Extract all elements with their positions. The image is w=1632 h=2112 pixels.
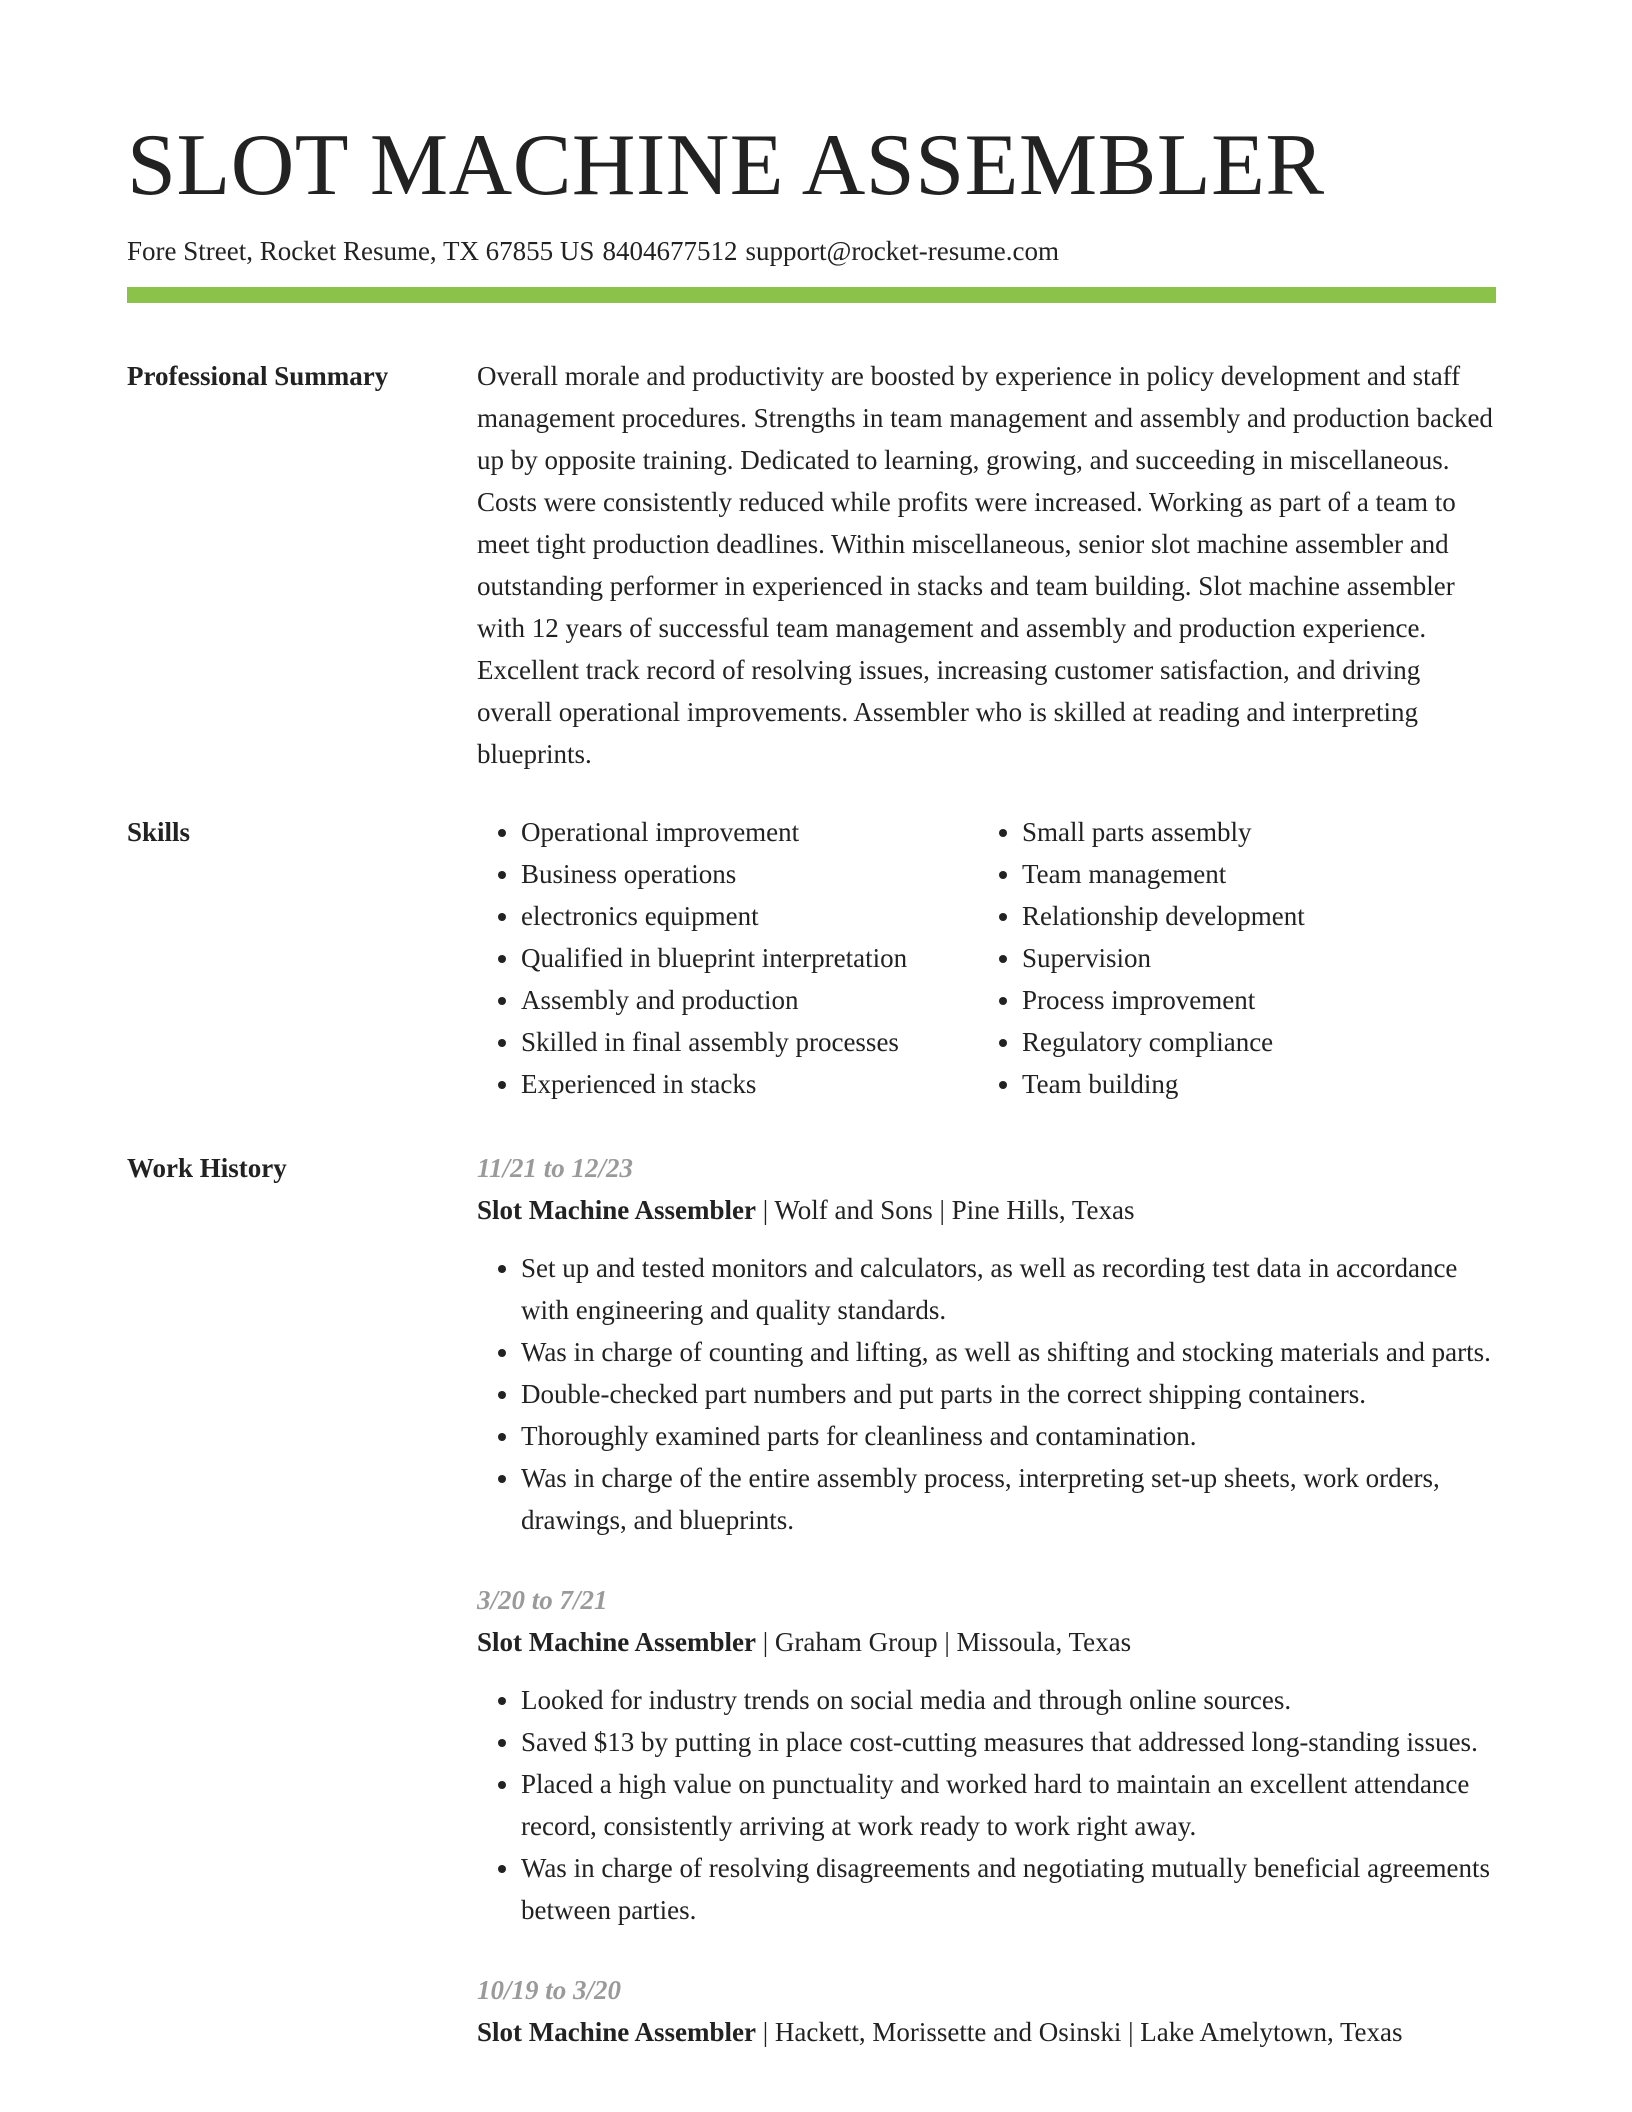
summary-section: [127, 355, 1496, 775]
summary-body: [477, 355, 1496, 775]
job-dates: 3/20 to 7/21: [477, 1585, 608, 1616]
job-entry: [477, 1969, 1496, 2053]
job-bullet: • Placed a high value on punctuality and worked hard to maintain an excellent attendance record, consistently arriving at work ready to work right away.: [521, 1763, 1496, 1847]
job-role: Slot Machine Assembler: [477, 1195, 756, 1226]
skills-section: [127, 811, 1496, 1105]
skills-list-right: [978, 811, 1305, 1105]
skill-item: • Team management: [1022, 853, 1305, 895]
skill-item: • Regulatory compliance: [1022, 1021, 1305, 1063]
skill-item: • Supervision: [1022, 937, 1305, 979]
skill-item: • Operational improvement: [521, 811, 978, 853]
job-entry: [477, 1579, 1496, 1931]
job-bullets: [477, 1247, 1496, 1541]
job-role: Slot Machine Assembler: [477, 2017, 756, 2048]
skill-item: • Business operations: [521, 853, 978, 895]
job-bullet: • Was in charge of the entire assembly process, interpreting set-up sheets, work orders, drawings, and blueprints.: [521, 1457, 1496, 1541]
summary-text: Overall morale and productivity are boosted by experience in policy development and staff management procedures. Strengths in team management and assembly and production backed up by opposite training. Dedicated to learning, growing, and succeeding in miscellaneous. Costs were consistently reduced while profits were increased. Working as part of a team to meet tight production deadlines. Within miscellaneous, senior slot machine assembler and outstanding performer in experienced in stacks and team building. Slot machine assembler with 12 years of successful team management and assembly and production experience. Excellent track record of resolving issues, increasing customer satisfaction, and driving overall operational improvements. Assembler who is skilled at reading and interpreting blueprints.: [477, 361, 1493, 770]
skill-item: • Process improvement: [1022, 979, 1305, 1021]
job-bullet: • Saved $13 by putting in place cost-cutting measures that addressed long-standing issues.: [521, 1721, 1496, 1763]
job-dates: 11/21 to 12/23: [477, 1153, 634, 1184]
job-bullet: • Thoroughly examined parts for cleanliness and contamination.: [521, 1415, 1496, 1457]
contact-email: support@rocket-resume.com: [745, 236, 1059, 267]
skill-item: • Team building: [1022, 1063, 1305, 1105]
skill-item: • Experienced in stacks: [521, 1063, 978, 1105]
skill-item: • Skilled in final assembly processes: [521, 1021, 978, 1063]
contact-line: [127, 234, 1496, 269]
contact-address: Fore Street, Rocket Resume, TX 67855 US: [127, 236, 595, 267]
job-entry: [477, 1147, 1496, 1541]
job-details: | Wolf and Sons | Pine Hills, Texas: [755, 1195, 1135, 1226]
skill-item: • Qualified in blueprint interpretation: [521, 937, 978, 979]
job-details: | Hackett, Morissette and Osinski | Lake Amelytown, Texas: [755, 2017, 1403, 2048]
work-history-body: [477, 1147, 1496, 2091]
summary-heading: Professional Summary: [127, 361, 389, 392]
job-bullet: • Was in charge of counting and lifting, as well as shifting and stocking materials and parts.: [521, 1331, 1496, 1373]
skill-item: • Assembly and production: [521, 979, 978, 1021]
job-bullet: • Looked for industry trends on social media and through online sources.: [521, 1679, 1496, 1721]
job-bullet: • Double-checked part numbers and put parts in the correct shipping containers.: [521, 1373, 1496, 1415]
job-title-line: [477, 1189, 1496, 1231]
job-dates: 10/19 to 3/20: [477, 1975, 622, 2006]
work-history-heading: Work History: [127, 1153, 287, 1184]
skills-body: [477, 811, 1496, 1105]
job-details: | Graham Group | Missoula, Texas: [755, 1627, 1132, 1658]
job-bullet: • Set up and tested monitors and calculators, as well as recording test data in accordance with engineering and quality standards.: [521, 1247, 1496, 1331]
job-role: Slot Machine Assembler: [477, 1627, 756, 1658]
job-title-line: [477, 1621, 1496, 1663]
skill-item: • Small parts assembly: [1022, 811, 1305, 853]
accent-divider: [127, 287, 1496, 303]
resume-name: SLOT MACHINE ASSEMBLER: [127, 117, 1325, 214]
work-history-section: [127, 1147, 1496, 2091]
job-bullet: • Was in charge of resolving disagreements and negotiating mutually beneficial agreements between parties.: [521, 1847, 1496, 1931]
resume-page: [127, 117, 1496, 2091]
skill-item: • electronics equipment: [521, 895, 978, 937]
skills-heading: Skills: [127, 817, 191, 848]
job-title-line: [477, 2011, 1496, 2053]
contact-phone: 8404677512: [602, 236, 738, 267]
skill-item: • Relationship development: [1022, 895, 1305, 937]
job-bullets: [477, 1679, 1496, 1931]
skills-grid: [477, 811, 1496, 1105]
skills-list-left: [477, 811, 978, 1105]
